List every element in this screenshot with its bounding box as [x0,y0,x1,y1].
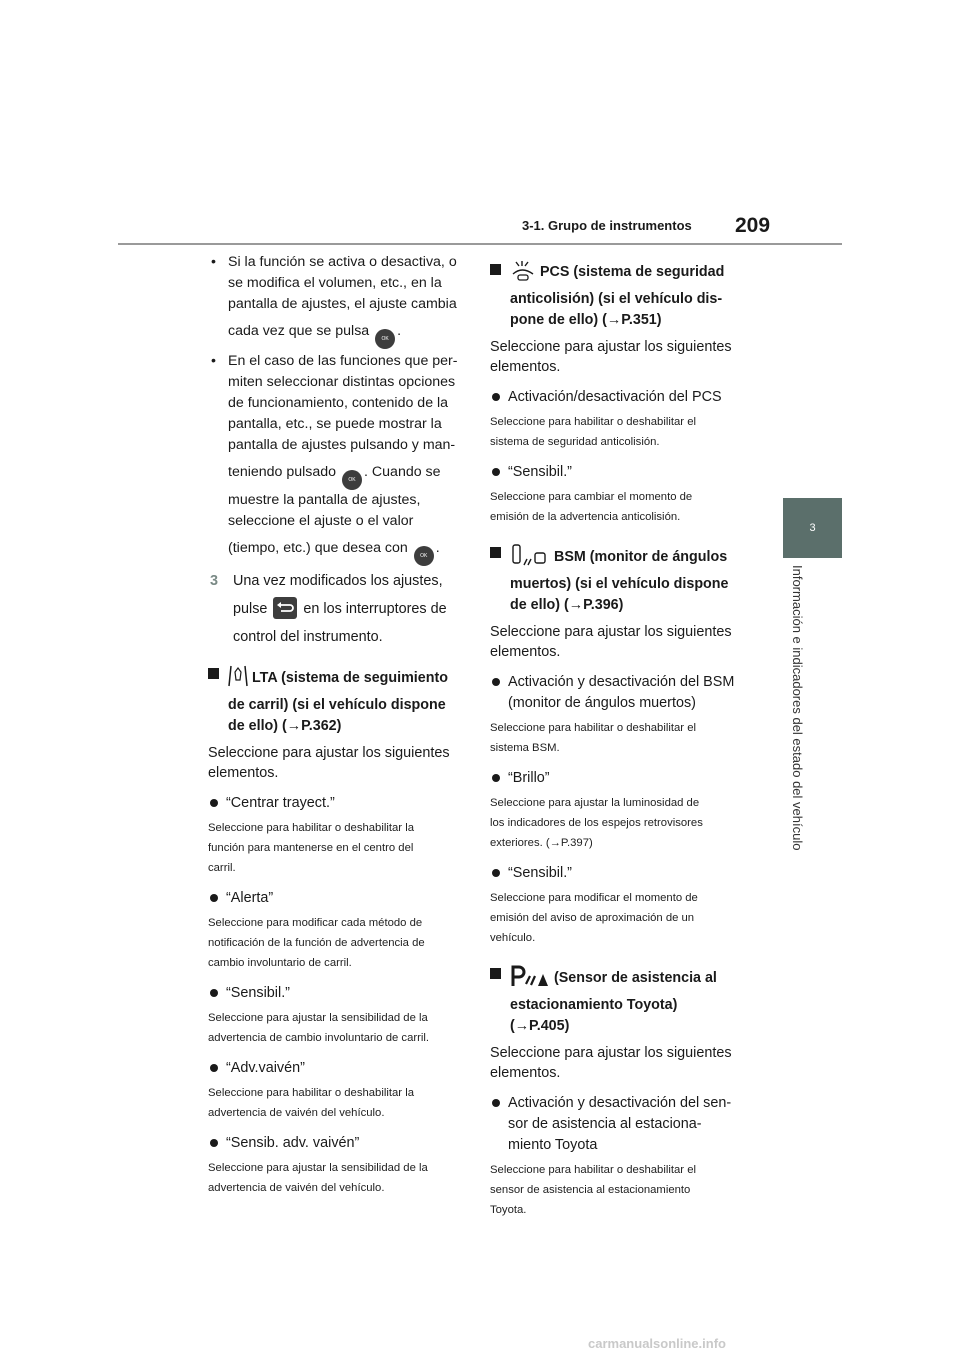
desc-line: emisión del aviso de aproximación de un [490,912,695,924]
heading-text: anticolisión) (si el vehículo dis- [510,291,723,307]
text-line: de funcionamiento, contenido de la [228,395,449,411]
desc-line: carril. [208,862,236,874]
pcs-heading [490,260,752,331]
text-line: pantalla, etc., se puede mostrar la [228,416,442,432]
note-bullet-1 [208,252,474,349]
text-line: Una vez modificados los ajustes, [233,573,443,589]
item-label: “Adv.vaivén” [226,1060,305,1076]
right-column [490,252,752,1220]
parking-sensor-icon [510,964,550,995]
dot-bullet-icon [492,774,500,782]
pcs-item-1-desc [490,412,752,452]
bsm-item-2 [490,768,752,789]
lta-item-3 [208,983,474,1004]
text-fragment: (tiempo, etc.) que desea con [228,540,408,556]
text-line [228,532,474,566]
pcs-item-2 [490,462,752,483]
ok-button-icon: OK [375,329,395,349]
text-line [228,315,474,349]
parking-sensor-item-1-desc [490,1160,752,1220]
desc-line: Seleccione para habilitar o deshabilitar el [490,416,696,428]
item-label: Activación y desactivación del BSM [508,674,735,690]
text-line: elementos. [490,359,561,375]
desc-line: Seleccione para modificar cada método de [208,917,423,929]
desc-line: Seleccione para habilitar o deshabilitar la [208,1087,414,1099]
dot-bullet-icon [210,989,218,997]
dot-bullet-icon [492,468,500,476]
back-button-icon [273,597,297,619]
square-bullet-icon [490,547,501,558]
heading-text: PCS (sistema de seguridad [540,264,725,280]
heading-text: (Sensor de asistencia al [554,970,717,986]
heading-text: de carril) (si el vehículo dispone [228,697,446,713]
lta-item-1 [208,793,474,814]
lta-item-4 [208,1058,474,1079]
desc-line: Seleccione para cambiar el momento de [490,491,693,503]
text-line: pantalla de ajustes pulsando y man- [228,437,456,453]
step-3 [208,570,474,648]
lta-intro [208,743,474,783]
text-line: control del instrumento. [233,629,383,645]
blind-spot-icon [510,543,550,574]
text-line: Seleccione para ajustar los siguientes [490,339,732,355]
watermark: carmanualsonline.info [588,1336,726,1351]
desc-line: cambio involuntario de carril. [208,957,352,969]
desc-line: sistema BSM. [490,742,560,754]
dot-bullet-icon [210,799,218,807]
desc-line: los indicadores de los espejos retrovisores [490,817,703,829]
text-fragment: en los interruptores de [303,601,447,617]
pcs-intro [490,337,752,377]
page-number: 209 [735,214,771,237]
bullet-marker: • [211,254,216,270]
text-line: elementos. [490,1065,561,1081]
item-label: “Brillo” [508,770,550,786]
bsm-item-2-desc [490,793,752,853]
header-rule [118,243,842,245]
heading-text: LTA (sistema de seguimiento [252,670,448,686]
item-label: (monitor de ángulos muertos) [508,695,696,711]
square-bullet-icon [208,668,219,679]
lta-item-1-desc [208,818,474,878]
text-line [233,592,474,626]
section-title: 3-1. Grupo de instrumentos [522,218,692,233]
item-label: “Sensibil.” [508,464,572,480]
desc-line: Seleccione para ajustar la luminosidad de [490,797,700,809]
square-bullet-icon [490,264,501,275]
pre-collision-icon [510,260,536,289]
text-line: Seleccione para ajustar los siguientes [490,1045,732,1061]
dot-bullet-icon [492,393,500,401]
heading-text: BSM (monitor de ángulos [554,549,728,565]
text-line [228,456,474,490]
lta-item-5 [208,1133,474,1154]
chapter-tab: 3 [783,498,842,558]
lta-item-2 [208,888,474,909]
pcs-item-2-desc [490,487,752,527]
dot-bullet-icon [210,894,218,902]
lta-heading [208,664,474,737]
ok-button-icon: OK [414,546,434,566]
text-fragment: cada vez que se pulsa [228,323,370,339]
lane-trace-icon [228,664,248,695]
text-line: Seleccione para ajustar los siguientes [208,745,450,761]
desc-line: exteriores. (→P.397) [490,837,593,849]
item-label: “Sensibil.” [226,985,290,1001]
item-label: Activación/desactivación del PCS [508,389,722,405]
lta-item-3-desc [208,1008,474,1048]
parking-sensor-item-1 [490,1093,752,1156]
heading-text: muertos) (si el vehículo dispone [510,576,729,592]
bsm-item-3-desc [490,888,752,948]
desc-line: Toyota. [490,1204,527,1216]
dot-bullet-icon [492,1099,500,1107]
item-label: Activación y desactivación del sen- [508,1095,732,1111]
item-label: “Centrar trayect.” [226,795,335,811]
desc-line: función para mantenerse en el centro del [208,842,414,854]
desc-line: sensor de asistencia al estacionamiento [490,1184,691,1196]
desc-line: sistema de seguridad anticolisión. [490,436,660,448]
item-label: sor de asistencia al estaciona- [508,1116,702,1132]
text-fragment: . Cuando se [364,464,441,480]
desc-line: advertencia de vaivén del vehículo. [208,1182,385,1194]
chapter-title: Información e indicadores del estado del vehículo [790,565,805,851]
text-line: elementos. [490,644,561,660]
dot-bullet-icon [492,678,500,686]
desc-line: advertencia de vaivén del vehículo. [208,1107,385,1119]
text-line: Si la función se activa o desactiva, o [228,254,457,270]
text-line: pantalla de ajustes, el ajuste cambia [228,296,457,312]
ok-button-icon: OK [342,470,362,490]
left-column [208,252,474,1198]
heading-text: (→P.405) [510,1018,570,1034]
heading-text: pone de ello) (→P.351) [510,312,662,328]
text-fragment: pulse [233,601,268,617]
text-line: elementos. [208,765,279,781]
parking-sensor-intro [490,1043,752,1083]
desc-line: Seleccione para ajustar la sensibilidad de la [208,1012,428,1024]
text-fragment: . [435,540,440,556]
text-line: En el caso de las funciones que per- [228,353,458,369]
dot-bullet-icon [210,1139,218,1147]
bsm-item-1-desc [490,718,752,758]
text-fragment: . [397,323,402,339]
bsm-intro [490,622,752,662]
text-line: se modifica el volumen, etc., en la [228,275,442,291]
bsm-heading [490,543,752,616]
parking-sensor-heading [490,964,752,1037]
text-line: muestre la pantalla de ajustes, [228,492,421,508]
item-label: miento Toyota [508,1137,598,1153]
pcs-item-1 [490,387,752,408]
desc-line: Seleccione para habilitar o deshabilitar la [208,822,414,834]
item-label: “Alerta” [226,890,274,906]
item-label: “Sensibil.” [508,865,572,881]
desc-line: Seleccione para ajustar la sensibilidad de la [208,1162,428,1174]
item-label: “Sensib. adv. vaivén” [226,1135,360,1151]
text-line: miten seleccionar distintas opciones [228,374,456,390]
bsm-item-3 [490,863,752,884]
note-bullet-2 [208,351,474,566]
desc-line: Seleccione para habilitar o deshabilitar el [490,722,696,734]
bsm-item-1 [490,672,752,714]
square-bullet-icon [490,968,501,979]
bullet-marker: • [211,353,216,369]
desc-line: notificación de la función de advertencia de [208,937,425,949]
text-line: Seleccione para ajustar los siguientes [490,624,732,640]
dot-bullet-icon [210,1064,218,1072]
desc-line: advertencia de cambio involuntario de carril. [208,1032,430,1044]
dot-bullet-icon [492,869,500,877]
step-number: 3 [210,573,219,589]
heading-text: de ello) (→P.396) [510,597,624,613]
lta-item-5-desc [208,1158,474,1198]
desc-line: vehículo. [490,932,536,944]
lta-item-2-desc [208,913,474,973]
heading-text: de ello) (→P.362) [228,718,342,734]
desc-line: Seleccione para modificar el momento de [490,892,698,904]
text-fragment: teniendo pulsado [228,464,337,480]
desc-line: Seleccione para habilitar o deshabilitar el [490,1164,696,1176]
desc-line: emisión de la advertencia anticolisión. [490,511,681,523]
lta-item-4-desc [208,1083,474,1123]
text-line: seleccione el ajuste o el valor [228,513,414,529]
heading-text: estacionamiento Toyota) [510,997,678,1013]
